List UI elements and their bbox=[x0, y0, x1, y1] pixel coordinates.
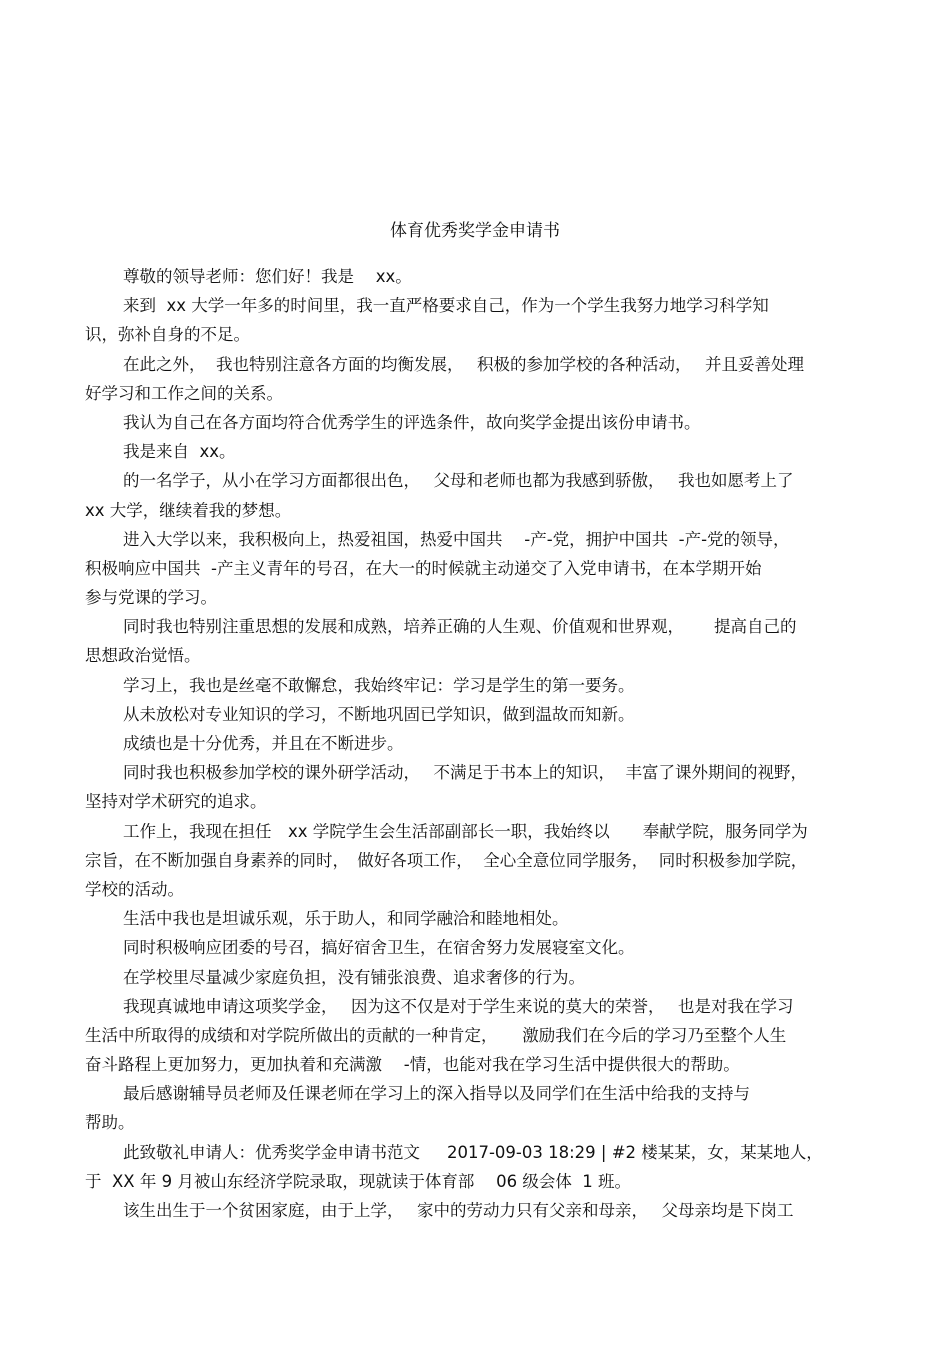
body-text-line: 工作上，我现在担任 xx 学院学生会生活部副部长一职，我始终以 奉献学院，服务同学为 bbox=[123, 821, 808, 841]
body-text-line: 参与党课的学习。 bbox=[85, 588, 217, 608]
body-text-line: 的一名学子，从小在学习方面都很出色， 父母和老师也都为我感到骄傲， 我也如愿考上了 bbox=[123, 471, 794, 491]
body-text-line: 好学习和工作之间的关系。 bbox=[85, 383, 283, 403]
body-text-line: 尊敬的领导老师：您们好！我是 xx。 bbox=[123, 267, 412, 286]
body-text-line: 识，弥补自身的不足。 bbox=[85, 325, 250, 345]
body-text-line: 奋斗路程上更加努力，更加执着和充满激 -情，也能对我在学习生活中提供很大的帮助。 bbox=[85, 1055, 740, 1075]
body-text-line: 从未放松对专业知识的学习，不断地巩固已学知识，做到温故而知新。 bbox=[123, 704, 635, 724]
body-text-line: 坚持对学术研究的追求。 bbox=[85, 792, 267, 812]
body-text-line: 同时我也积极参加学校的课外研学活动， 不满足于书本上的知识， 丰富了课外期间的视野， bbox=[123, 763, 807, 783]
body-text-line: 我认为自己在各方面均符合优秀学生的评选条件，故向奖学金提出该份申请书。 bbox=[123, 412, 701, 432]
body-text-line: 于 XX 年 9 月被山东经济学院录取，现就读于体育部 06 级会体 1 班。 bbox=[85, 1171, 632, 1191]
body-text-line: 帮助。 bbox=[85, 1113, 135, 1133]
body-text-line: xx 大学，继续着我的梦想。 bbox=[85, 500, 292, 520]
body-text-line: 来到 xx 大学一年多的时间里，我一直严格要求自己，作为一个学生我努力地学习科学知 bbox=[123, 296, 769, 316]
body-text-line: 进入大学以来，我积极向上，热爱祖国，热爱中国共 -产-党，拥护中国共 -产-党的领导， bbox=[123, 529, 790, 549]
body-text-line: 学习上，我也是丝毫不敢懈怠，我始终牢记：学习是学生的第一要务。 bbox=[123, 675, 635, 695]
body-text-line: 思想政治觉悟。 bbox=[85, 646, 201, 666]
body-text-line: 我是来自 xx。 bbox=[123, 442, 236, 462]
body-text-line: 学校的活动。 bbox=[85, 879, 184, 899]
body-text-line: 积极响应中国共 -产主义青年的号召，在大一的时候就主动递交了入党申请书，在本学期开始 bbox=[85, 558, 762, 578]
body-text-line: 同时我也特别注重思想的发展和成熟，培养正确的人生观、价值观和世界观， 提高自己的 bbox=[123, 617, 797, 637]
body-text-line: 生活中我也是坦诚乐观，乐于助人，和同学融洽和睦地相处。 bbox=[123, 909, 569, 929]
body-text-line: 该生出生于一个贫困家庭，由于上学， 家中的劳动力只有父亲和母亲， 父母亲均是下岗工 bbox=[123, 1201, 794, 1220]
body-text-line: 生活中所取得的成绩和对学院所做出的贡献的一种肯定， 激励我们在今后的学习乃至整个人生 bbox=[85, 1025, 787, 1045]
body-text-line: 成绩也是十分优秀，并且在不断进步。 bbox=[123, 734, 404, 753]
body-text-line: 同时积极响应团委的号召，搞好宿舍卫生，在宿舍努力发展寝室文化。 bbox=[123, 938, 635, 958]
document-body bbox=[85, 262, 865, 1225]
body-text-line: 在学校里尽量减少家庭负担，没有铺张浪费、追求奢侈的行为。 bbox=[123, 967, 585, 987]
document-title: 体育优秀奖学金申请书 bbox=[390, 221, 560, 241]
body-text-line: 最后感谢辅导员老师及任课老师在学习上的深入指导以及同学们在生活中给我的支持与 bbox=[123, 1084, 750, 1104]
body-text-line: 我现真诚地申请这项奖学金， 因为这不仅是对于学生来说的莫大的荣誉， 也是对我在学习 bbox=[123, 996, 794, 1016]
body-text-line: 在此之外， 我也特别注意各方面的均衡发展， 积极的参加学校的各种活动， 并且妥善处理 bbox=[123, 354, 804, 374]
body-text-line: 宗旨，在不断加强自身素养的同时， 做好各项工作， 全心全意位同学服务， 同时积极参加学院， bbox=[85, 850, 808, 870]
body-text-line: 此致敬礼申请人：优秀奖学金申请书范文 2017-09-03 18:29 | #2 楼某某，女，某某地人， bbox=[123, 1142, 823, 1162]
